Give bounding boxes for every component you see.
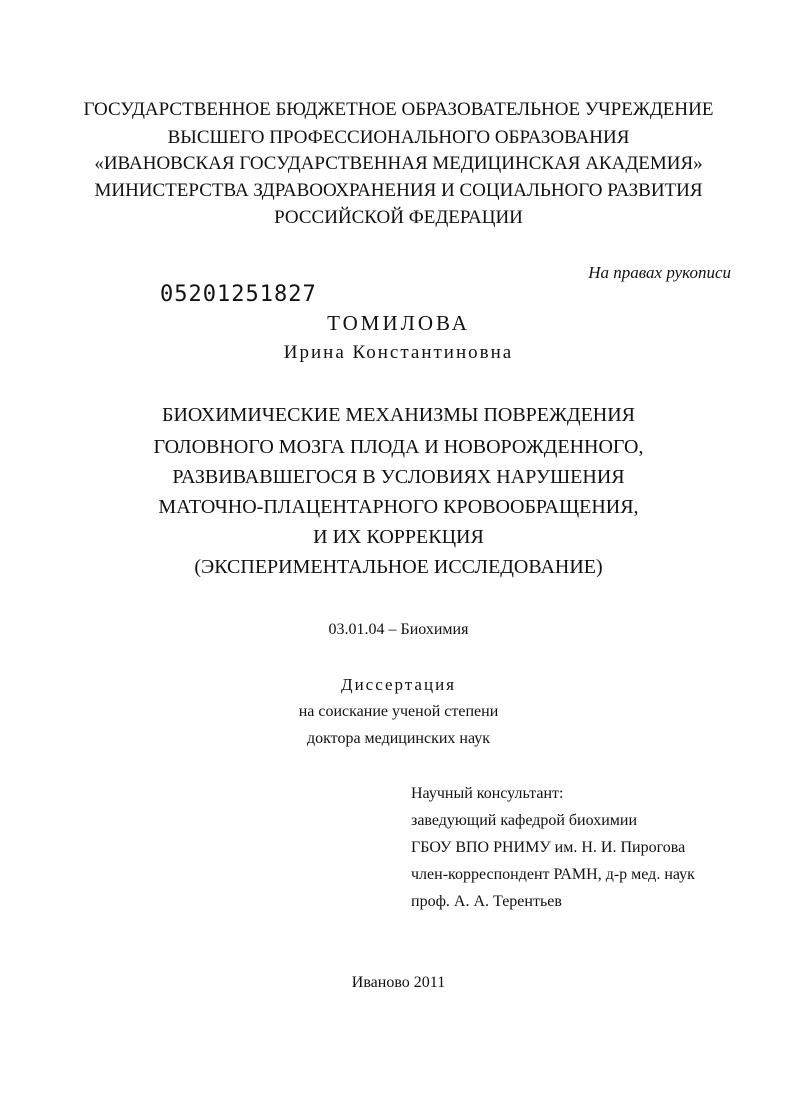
city-year: Иваново 2011	[351, 974, 446, 991]
consultant-rank: член-корреспондент РАМН, д-р мед. наук	[411, 866, 695, 883]
author-given-names: Ирина Константиновна	[283, 342, 514, 363]
dissertation-degree-line: на соискание ученой степени	[298, 703, 499, 720]
title-line-4: МАТОЧНО-ПЛАЦЕНТАРНОГО КРОВООБРАЩЕНИЯ,	[158, 496, 639, 518]
institution-line-3: «ИВАНОВСКАЯ ГОСУДАРСТВЕННАЯ МЕДИЦИНСКАЯ АКАДЕМИЯ»	[94, 153, 703, 174]
specialty-code: 03.01.04 – Биохимия	[328, 621, 469, 638]
title-line-1: БИОХИМИЧЕСКИЕ МЕХАНИЗМЫ ПОВРЕЖДЕНИЯ	[161, 404, 636, 426]
catalog-number-stamp: 05201251827	[160, 282, 317, 307]
institution-line-2: ВЫСШЕГО ПРОФЕССИОНАЛЬНОГО ОБРАЗОВАНИЯ	[167, 127, 630, 148]
author-surname: ТОМИЛОВА	[327, 311, 470, 335]
consultant-name: проф. А. А. Терентьев	[411, 893, 562, 910]
manuscript-note: На правах рукописи	[588, 263, 731, 282]
consultant-position: заведующий кафедрой биохимии	[411, 812, 638, 829]
institution-line-1: ГОСУДАРСТВЕННОЕ БЮДЖЕТНОЕ ОБРАЗОВАТЕЛЬНОЕ УЧРЕЖДЕНИЕ	[83, 99, 714, 120]
consultant-institution: ГБОУ ВПО РНИМУ им. Н. И. Пирогова	[411, 839, 686, 856]
institution-line-4: МИНИСТЕРСТВА ЗДРАВООХРАНЕНИЯ И СОЦИАЛЬНОГО РАЗВИТИЯ	[94, 180, 703, 201]
consultant-label: Научный консультант:	[411, 785, 564, 802]
dissertation-field-line: доктора медицинских наук	[306, 730, 491, 747]
title-line-3: РАЗВИВАВШЕГОСЯ В УСЛОВИЯХ НАРУШЕНИЯ	[172, 466, 625, 488]
dissertation-heading: Диссертация	[340, 675, 456, 694]
institution-line-5: РОССИЙСКОЙ ФЕДЕРАЦИИ	[274, 207, 523, 228]
title-line-6: (ЭКСПЕРИМЕНТАЛЬНОЕ ИССЛЕДОВАНИЕ)	[194, 556, 603, 578]
title-line-2: ГОЛОВНОГО МОЗГА ПЛОДА И НОВОРОЖДЕННОГО,	[153, 436, 644, 458]
title-line-5: И ИХ КОРРЕКЦИЯ	[313, 526, 484, 548]
